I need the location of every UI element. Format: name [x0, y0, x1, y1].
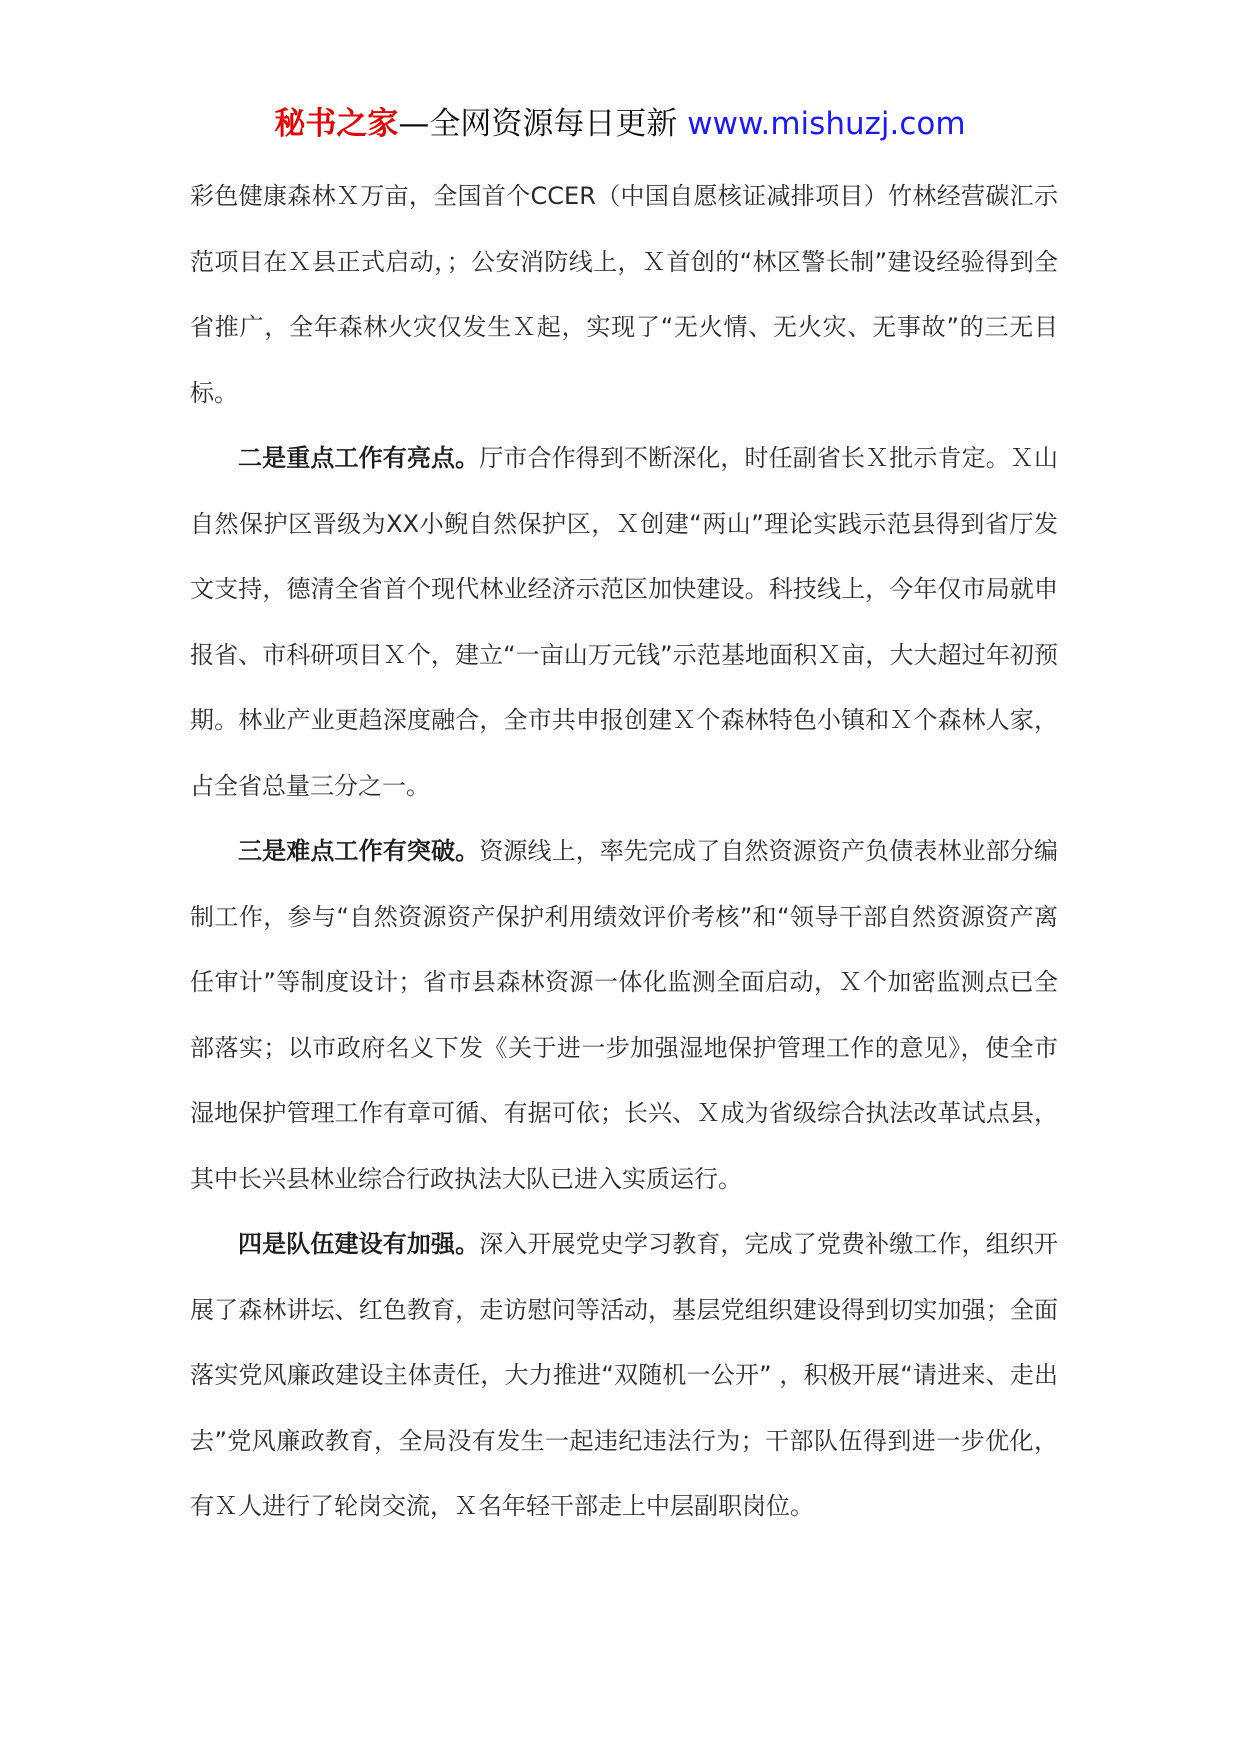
paragraph-text: 资源线上，率先完成了自然资源资产负债表林业部分编制工作，参与“自然资源资产保护利用绩效评价考核”和“领导干部自然资源资产离任审计”等制度设计；省市县森林资源一体化监测全面启动，Ｘ个加密监测点已全部落实；以市政府名义下发《关于进一步加强湿地保护管理工作的意见》，使全市湿地保护管理工作有章可循、有据可依；长兴、Ｘ成为省级综合执法改革试点县，其中长兴县林业综合行政执法大队已进入实质运行。: [190, 837, 1059, 1193]
paragraph-breakthrough: [190, 819, 1058, 1212]
paragraph-heading: 三是难点工作有突破。: [238, 837, 480, 865]
site-url-link[interactable]: www.mishuzj.com: [687, 106, 966, 142]
header-tagline: —全网资源每日更新: [398, 106, 678, 142]
paragraph-heading: 四是队伍建设有加强。: [238, 1230, 480, 1258]
paragraph-heading: 二是重点工作有亮点。: [238, 444, 480, 472]
paragraph-text: 深入开展党史学习教育，完成了党费补缴工作，组织开展了森林讲坛、红色教育，走访慰问等活动，基层党组织建设得到切实加强；全面落实党风廉政建设主体责任，大力推进“双随机一公开” ，积极开展“请进来、走出去”党风廉政教育，全局没有发生一起违纪违法行为；干部队伍得到进一步优化，有Ｘ人进行了轮岗交流，Ｘ名年轻干部走上中层副职岗位。: [190, 1230, 1059, 1520]
paragraph-key-work: [190, 426, 1058, 819]
document-body: [190, 164, 1058, 1540]
paragraph-continuation: [190, 164, 1058, 426]
brand-name: 秘书之家: [274, 106, 399, 142]
site-header: [0, 104, 1240, 144]
paragraph-team-building: [190, 1212, 1058, 1540]
paragraph-text: 厅市合作得到不断深化，时任副省长Ｘ批示肯定。Ｘ山自然保护区晋级为XX小鲵自然保护区，Ｘ创建“两山”理论实践示范县得到省厅发文支持，德清全省首个现代林业经济示范区加快建设。科技线上，今年仅市局就申报省、市科研项目Ｘ个，建立“一亩山万元钱”示范基地面积Ｘ亩，大大超过年初预期。林业产业更趋深度融合，全市共申报创建Ｘ个森林特色小镇和Ｘ个森林人家，占全省总量三分之一。: [190, 444, 1059, 800]
paragraph-text: 彩色健康森林Ｘ万亩，全国首个CCER（中国自愿核证减排项目）竹林经营碳汇示范项目在Ｘ县正式启动，；公安消防线上，Ｘ首创的“林区警长制”建设经验得到全省推广，全年森林火灾仅发生Ｘ起，实现了“无火情、无火灾、无事故”的三无目标。: [190, 182, 1058, 407]
